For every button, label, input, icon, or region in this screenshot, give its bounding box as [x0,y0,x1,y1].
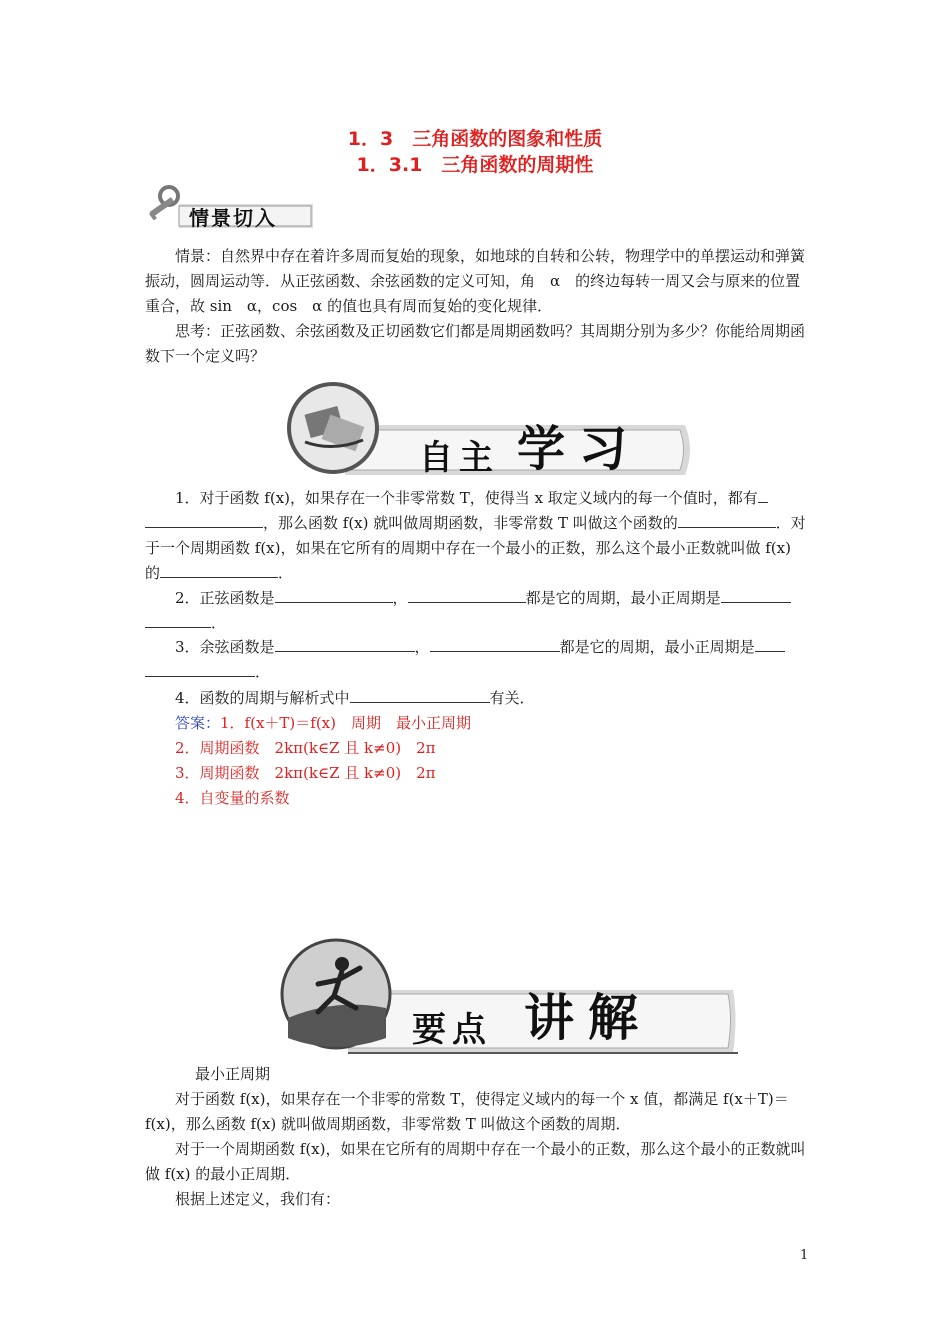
athlete-illustration-icon [278,938,738,1056]
section-title: 1．3 三角函数的图象和性质 [347,128,603,150]
answer-2: 2．周期函数 2kπ(k∈Z 且 k≠0) 2π [175,739,436,757]
answer-blank[interactable] [758,486,768,503]
answer-1 [145,711,807,736]
key-points-label-1: 要点 [412,1010,492,1050]
answer-1-text: 1．f(x＋T)＝f(x) 周期 最小正周期 [220,714,471,732]
page-number: 1 [800,1248,809,1263]
answer-4: 4．自变量的系数 [175,789,290,807]
question-2-text-c: 都是它的周期，最小正周期是 [525,589,721,607]
explain-heading: 最小正周期 [195,1065,271,1083]
answer-blank[interactable] [721,586,791,603]
question-2-text-a: 2．正弦函数是 [175,589,275,607]
self-study-banner [285,380,695,480]
question-1-text-c: ．对于一个周期函数 f(x)，如果在它所有的周期中存在一个最小的正数，那么这个最小正数就叫做 f(x) 的 [145,514,806,582]
answer-blank[interactable] [408,586,526,603]
key-points-label-2: 讲解 [524,989,652,1047]
question-4-text-a: 4．函数的周期与解析式中 [175,689,350,707]
intro-banner-label: 情景切入 [189,206,277,230]
answer-blank[interactable] [678,511,768,528]
question-3-text-a: 3．余弦函数是 [175,638,275,656]
question-1 [145,486,807,586]
question-4 [145,686,807,711]
answer-blank[interactable] [160,561,278,578]
question-3-text-b: ， [414,638,430,656]
answer-blank[interactable] [350,686,490,703]
question-2-text-d: ． [211,614,227,632]
intro-paragraph-1: 情景：自然界中存在着许多周而复始的现象，如地球的自转和公转，物理学中的单摆运动和弹簧振动，圆周运动等．从正弦函数、余弦函数的定义可知，角 α 的终边每转一周又会与原来的位置重合，故 sin α，cos α 的值也具有周而复始的变化规律． [145,247,806,315]
question-1-text-a: 1．对于函数 f(x)，如果存在一个非零常数 T，使得当 x 取定义域内的每一个值时，都有 [175,489,758,507]
answer-blank[interactable] [275,635,415,652]
answer-blank[interactable] [145,660,255,677]
question-2-text-b: ， [392,589,408,607]
answer-blank[interactable] [145,511,263,528]
explain-paragraph-1: 对于函数 f(x)，如果存在一个非零的常数 T，使得定义域内的每一个 x 值，都满足 f(x＋T)＝f(x)，那么函数 f(x) 就叫做周期函数，非零常数 T 叫做这个函数的周期． [145,1090,789,1133]
question-1-text-d: ． [278,564,294,582]
explain-paragraph-3: 根据上述定义，我们有： [175,1190,341,1208]
subsection-title: 1．3.1 三角函数的周期性 [356,154,594,176]
question-3-text-d: ． [255,663,271,681]
answer-blank[interactable] [275,586,393,603]
answer-blank[interactable] [768,511,776,528]
question-3 [145,635,807,685]
key-points-banner [278,938,738,1056]
explain-paragraph-2: 对于一个周期函数 f(x)，如果在它所有的周期中存在一个最小的正数，那么这个最小的正数就叫做 f(x) 的最小正周期． [145,1140,806,1183]
self-study-label-1: 自主 [419,438,499,478]
question-3-text-c: 都是它的周期，最小正周期是 [559,638,755,656]
answer-3: 3．周期函数 2kπ(k∈Z 且 k≠0) 2π [175,764,436,782]
intro-banner [145,182,315,232]
question-1-text-b: ，那么函数 f(x) 就叫做周期函数，非零常数 T 叫做这个函数的 [263,514,678,532]
question-4-text-b: 有关． [489,689,535,707]
answer-label: 答案： [175,714,221,732]
answer-blank[interactable] [430,635,560,652]
self-study-label-2: 学习 [517,421,642,477]
intro-paragraph-2: 思考：正弦函数、余弦函数及正切函数它们都是周期函数吗？其周期分别为多少？你能给周期函数下一个定义吗？ [145,322,806,365]
answer-blank[interactable] [755,635,785,652]
question-2 [145,586,807,636]
answer-blank[interactable] [145,611,211,628]
